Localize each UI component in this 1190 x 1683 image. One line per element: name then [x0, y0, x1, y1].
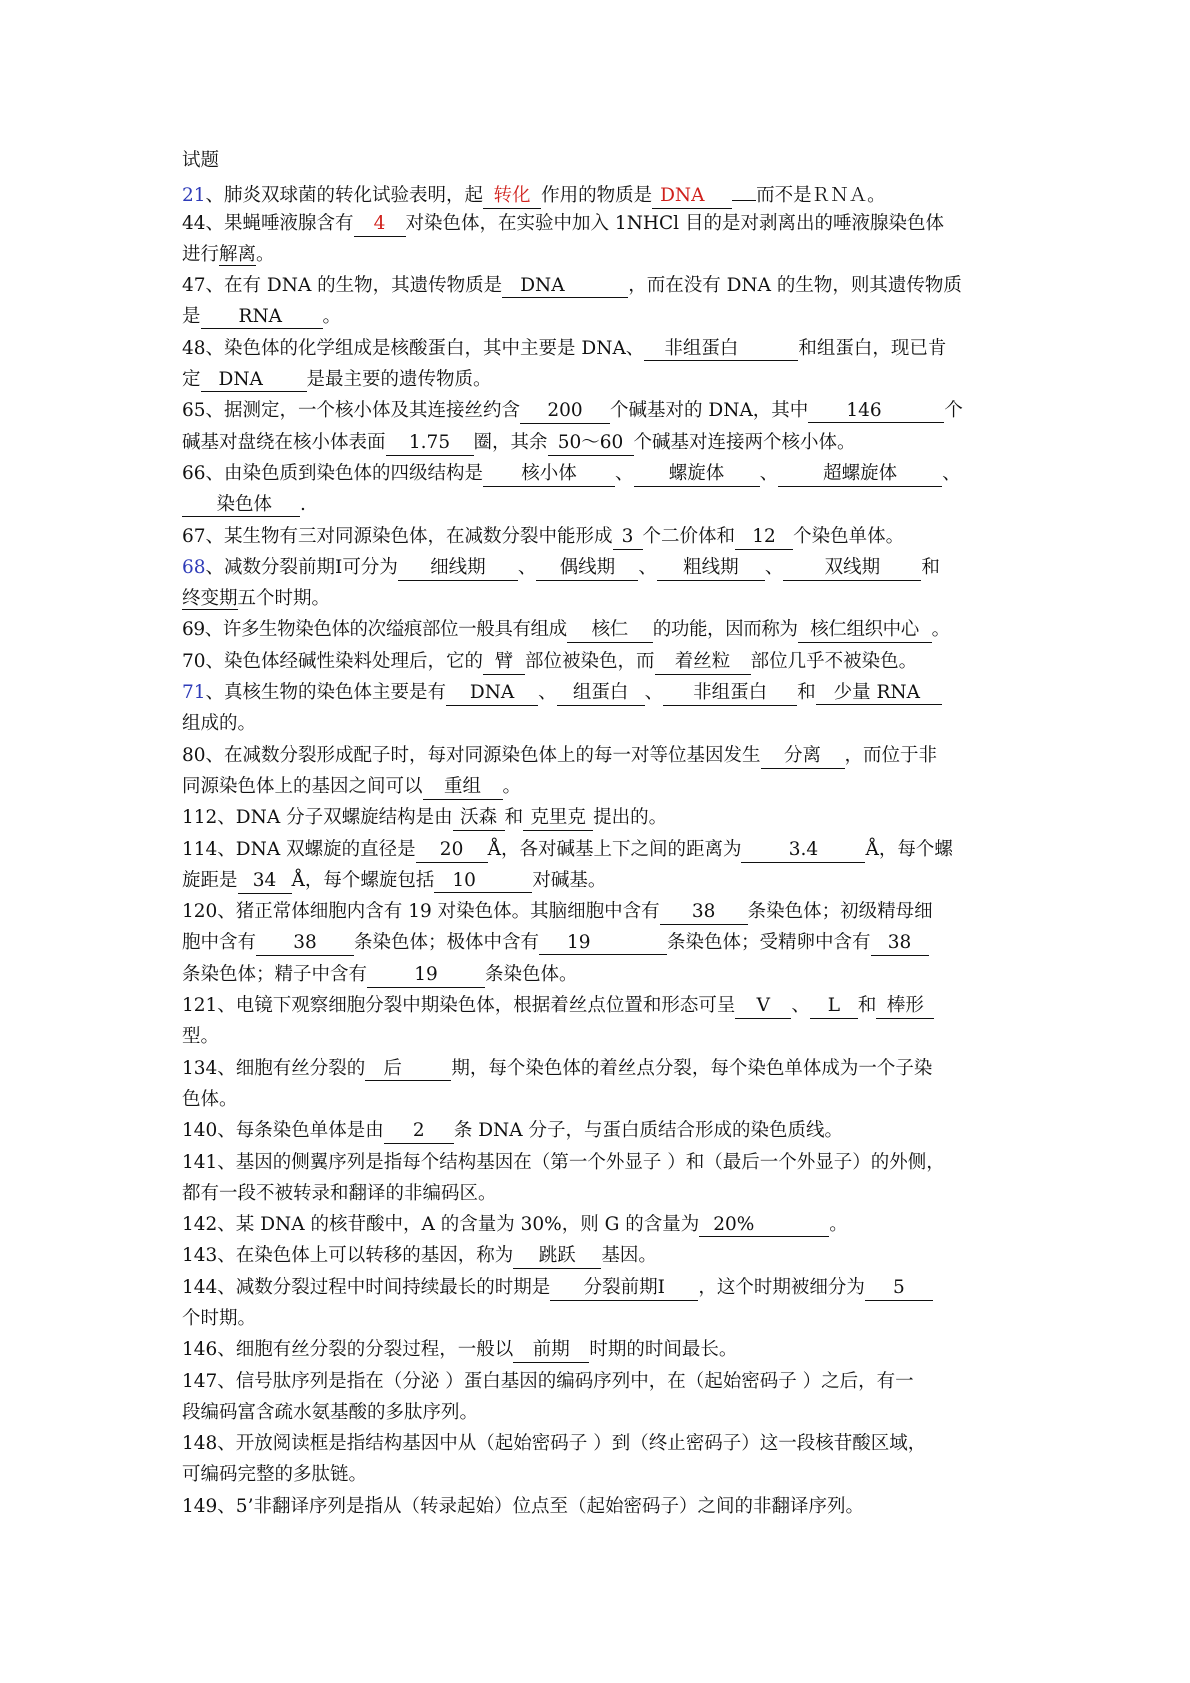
question-121 — [182, 990, 1022, 1021]
question-text: 140、每条染色单体是由 — [182, 1120, 384, 1142]
question-134 — [182, 1053, 1022, 1084]
question-text: 条染色体；受精卵中含有 — [667, 932, 871, 954]
answer-blank: 38 — [871, 931, 929, 956]
answer-blank: V — [735, 994, 791, 1019]
question-text: 个二价体和 — [642, 525, 736, 547]
answer-blank: DNA — [502, 274, 628, 298]
question-65 — [182, 395, 1022, 426]
question-text: 胞中含有 — [182, 932, 257, 954]
question-71-cont: 组成的。 — [182, 713, 257, 735]
question-text: 134、细胞有丝分裂的 — [182, 1057, 366, 1079]
answer-blank-empty — [732, 176, 756, 201]
question-text: 、 — [644, 682, 664, 704]
question-text: 个碱基对的 DNA，其中 — [610, 400, 809, 422]
question-text: 和 — [797, 682, 816, 704]
question-141-cont: 都有一段不被转录和翻译的非编码区。 — [182, 1182, 497, 1204]
question-80-cont — [182, 771, 1022, 802]
question-text: 定 — [182, 369, 201, 391]
question-text: 112、DNA 分子双螺旋结构是由 — [182, 807, 453, 829]
question-text: 部位被染色，而 — [525, 650, 655, 672]
answer-blank: 1.75 — [386, 431, 474, 456]
question-text: 、 — [764, 556, 784, 578]
question-text: 和组蛋白，现已肯 — [798, 337, 947, 359]
question-149: 149、5’非翻译序列是指从（转录起始）位点至（起始密码子）之间的非翻译序列。 — [182, 1495, 864, 1517]
document-title: 试题 — [182, 150, 220, 171]
question-number: 71 — [182, 682, 206, 704]
answer-blank: 200 — [520, 399, 610, 424]
question-text: 144、减数分裂过程中时间持续最长的时期是 — [182, 1276, 551, 1298]
answer-blank: 组蛋白 — [557, 681, 645, 706]
answer-blank: 核仁组织中心 — [798, 618, 932, 643]
question-text: Å，每个螺 — [865, 838, 953, 860]
question-text: 个染色单体。 — [793, 525, 905, 547]
question-text: 44、果蝇唾液腺含有 — [182, 212, 354, 234]
answer-blank: 双线期 — [783, 556, 921, 581]
question-text: 进行 — [182, 243, 220, 265]
answer-blank: 核小体 — [483, 462, 615, 487]
question-text: 121、电镜下观察细胞分裂中期染色体，根据着丝点位置和形态可呈 — [182, 995, 736, 1017]
question-number: 21 — [182, 185, 206, 207]
question-text: 114、DNA 双螺旋的直径是 — [182, 838, 416, 860]
question-134-cont: 色体。 — [182, 1088, 238, 1110]
question-147-cont: 段编码富含疏水氨基酸的多肽序列。 — [182, 1401, 479, 1423]
question-71 — [182, 677, 1022, 708]
answer-blank: 非组蛋白 — [644, 337, 798, 361]
question-44-cont — [182, 239, 1022, 270]
answer-blank: 沃森 — [453, 806, 505, 831]
answer-blank: 重组 — [423, 775, 503, 800]
question-text: 时期的时间最长。 — [589, 1339, 738, 1361]
question-48 — [182, 333, 1022, 364]
question-text: 和 — [921, 556, 940, 578]
question-text: 。 — [256, 243, 275, 265]
question-144-cont: 个时期。 — [182, 1307, 257, 1329]
question-text: 120、猪正常体细胞内含有 19 对染色体。其脑细胞中含有 — [182, 901, 660, 923]
question-146 — [182, 1334, 1022, 1365]
question-140 — [182, 1115, 1022, 1146]
answer-blank: 3 — [613, 525, 643, 550]
answer-blank: 5 — [865, 1276, 933, 1301]
answer-blank: 19 — [539, 931, 667, 955]
question-text: 。 — [322, 306, 342, 328]
answer-blank: 3.4 — [741, 838, 865, 863]
question-66 — [182, 458, 1022, 489]
answer-blank: 4 — [354, 212, 406, 237]
question-text: 、 — [538, 682, 557, 704]
question-text: 66、由染色质到染色体的四级结构是 — [182, 462, 484, 484]
answer-blank: 20% — [699, 1213, 829, 1237]
question-114 — [182, 834, 1022, 865]
answer-blank: 50～60 — [548, 431, 634, 456]
answer-blank: 后 — [365, 1057, 451, 1081]
question-47 — [182, 270, 1022, 301]
answer-blank: 跳跃 — [513, 1244, 601, 1269]
answer-blank: DNA — [652, 184, 732, 209]
question-147: 147、信号肽序列是指在（分泌 ）蛋白基因的编码序列中，在（起始密码子 ）之后，有一 — [182, 1370, 914, 1392]
answer-blank: 棒形 — [876, 994, 934, 1019]
question-112 — [182, 802, 1022, 833]
question-text: 。 — [502, 775, 522, 797]
question-text: 提出的。 — [593, 807, 668, 829]
question-text: 、减数分裂前期Ⅰ可分为 — [205, 556, 398, 578]
question-47-cont — [182, 301, 1022, 332]
answer-blank: 少量 RNA — [816, 681, 942, 705]
answer-blank: 着丝粒 — [655, 650, 751, 675]
question-48-cont — [182, 364, 1022, 395]
question-text: 作用的物质是 — [541, 185, 653, 207]
question-148-cont: 可编码完整的多肽链。 — [182, 1464, 368, 1486]
question-text: . — [300, 494, 306, 516]
question-69 — [182, 614, 1022, 645]
question-142 — [182, 1209, 1022, 1240]
question-141: 141、基因的侧翼序列是指每个结构基因在（第一个外显子 ）和（最后一个外显子）的外侧， — [182, 1151, 945, 1173]
answer-blank: 螺旋体 — [634, 462, 760, 487]
answer-blank: 146 — [808, 399, 944, 423]
question-text: 。 — [931, 619, 950, 641]
question-text: 五个时期。 — [237, 588, 331, 610]
answer-blank: 10 — [434, 869, 532, 893]
question-text: 条染色体；精子中含有 — [182, 963, 368, 985]
question-text: 70、染色体经碱性染料处理后，它的 — [182, 650, 484, 672]
question-text: 和 — [504, 807, 524, 829]
answer-blank: 粗线期 — [657, 556, 765, 581]
answer-blank: 偶线期 — [536, 556, 638, 581]
question-text: 部位几乎不被染色。 — [750, 650, 918, 672]
question-text: 47、在有 DNA 的生物，其遗传物质是 — [182, 275, 503, 297]
answer-blank: 20 — [416, 838, 488, 863]
question-148: 148、开放阅读框是指结构基因中从（起始密码子 ）到（终止密码子）这一段核苷酸区域， — [182, 1433, 927, 1455]
question-text: ，而在没有 DNA 的生物，则其遗传物质 — [628, 275, 962, 297]
question-text: 条染色体；初级精母细 — [747, 901, 933, 923]
answer-blank: 38 — [256, 931, 354, 956]
question-text: 是最主要的遗传物质。 — [306, 369, 492, 391]
question-44 — [182, 208, 1022, 239]
question-text: 对染色体，在实验中加入 1NHCl 目的是对剥离出的唾液腺染色体 — [405, 212, 944, 234]
question-text: 期，每个染色体的着丝点分裂，每个染色单体成为一个子染 — [451, 1057, 933, 1079]
question-70 — [182, 646, 1022, 677]
answer-blank: 19 — [367, 963, 485, 988]
question-text: 146、细胞有丝分裂的分裂过程，一般以 — [182, 1339, 514, 1361]
question-text: 48、染色体的化学组成是核酸蛋白，其中主要是 DNA、 — [182, 337, 645, 359]
question-text: 。 — [829, 1214, 848, 1236]
question-text: 基因。 — [601, 1245, 657, 1267]
answer-blank: DNA — [446, 681, 538, 706]
question-text: 个碱基对连接两个核小体。 — [633, 431, 856, 453]
question-text: 旋距是 — [182, 869, 238, 891]
question-text: 、 — [638, 556, 657, 578]
question-text: 和 — [857, 995, 877, 1017]
answer-blank: 超螺旋体 — [778, 462, 942, 487]
question-text: 的功能，因而称为 — [652, 619, 798, 641]
question-text: 142、某 DNA 的核苷酸中，A 的含量为 30%，则 G 的含量为 — [182, 1214, 700, 1236]
question-text: 个 — [944, 400, 963, 422]
question-text: 条染色体；极体中含有 — [354, 932, 540, 954]
answer-blank: 分离 — [761, 744, 845, 769]
question-text: 65、据测定，一个核小体及其连接丝约含 — [182, 400, 521, 422]
question-text: 、 — [759, 462, 779, 484]
answer-blank: 细线期 — [398, 556, 518, 581]
document-body — [182, 145, 1022, 1522]
question-text: 、 — [615, 462, 634, 484]
question-text: 条 DNA 分子，与蛋白质结合形成的染色质线。 — [453, 1120, 843, 1142]
answer-underlined: 解离 — [219, 243, 257, 265]
question-121-cont: 型。 — [182, 1026, 220, 1048]
question-text: 条染色体。 — [485, 963, 578, 985]
answer-blank: 2 — [384, 1119, 454, 1144]
question-text: 、肺炎双球菌的转化试验表明，起 — [205, 185, 484, 207]
question-143 — [182, 1240, 1022, 1271]
question-text: ，这个时期被细分为 — [698, 1276, 865, 1298]
question-text: Å，各对碱基上下之间的距离为 — [487, 838, 742, 860]
question-text: Å，每个螺旋包括 — [291, 869, 435, 891]
answer-blank: 38 — [660, 900, 748, 925]
answer-blank: 前期 — [513, 1338, 589, 1363]
answer-blank: 12 — [735, 525, 793, 550]
answer-blank: L — [810, 994, 858, 1019]
question-text: 同源染色体上的基因之间可以 — [182, 775, 423, 797]
answer-blank: 臂 — [483, 650, 525, 675]
answer-blank: 分裂前期Ⅰ — [550, 1276, 698, 1301]
question-120-cont — [182, 927, 1022, 958]
question-21 — [182, 176, 1022, 207]
question-text: 而不是ＲＮＡ。 — [756, 185, 886, 207]
question-text: 、真核生物的染色体主要是有 — [205, 682, 447, 704]
question-text: 圈，其余 — [473, 431, 548, 453]
question-text: 对碱基。 — [532, 869, 607, 891]
answer-blank: DNA — [201, 368, 307, 392]
answer-blank: 染色体 — [182, 493, 300, 517]
answer-blank: RNA — [201, 305, 323, 329]
answer-underlined: 终变期 — [182, 588, 238, 610]
question-68-cont — [182, 583, 1022, 614]
answer-blank: 核仁 — [567, 618, 653, 643]
question-66-cont — [182, 489, 1022, 520]
question-120 — [182, 896, 1022, 927]
question-number: 68 — [182, 556, 206, 578]
question-68 — [182, 552, 1022, 583]
question-114-cont — [182, 865, 1022, 896]
question-text: 、 — [517, 556, 537, 578]
answer-blank: 34 — [238, 869, 292, 894]
answer-blank: 克里克 — [523, 806, 593, 831]
question-text: ，而位于非 — [844, 744, 938, 766]
question-text: 碱基对盘绕在核小体表面 — [182, 431, 386, 453]
question-text: 80、在减数分裂形成配子时，每对同源染色体上的每一对等位基因发生 — [182, 744, 761, 766]
question-144 — [182, 1272, 1022, 1303]
answer-blank: 转化 — [483, 184, 541, 209]
question-65-cont — [182, 427, 1022, 458]
question-67 — [182, 521, 1022, 552]
question-80 — [182, 740, 1022, 771]
question-120-cont2 — [182, 959, 1022, 990]
answer-blank: 非组蛋白 — [663, 681, 797, 706]
question-text: 143、在染色体上可以转移的基因，称为 — [182, 1245, 514, 1267]
question-text: 、 — [942, 462, 961, 484]
question-text: 67、某生物有三对同源染色体，在减数分裂中能形成 — [182, 525, 613, 547]
question-text: 是 — [182, 306, 201, 328]
question-text: 、 — [791, 995, 810, 1017]
question-text: 69、许多生物染色体的次缢痕部位一般具有组成 — [182, 619, 567, 641]
